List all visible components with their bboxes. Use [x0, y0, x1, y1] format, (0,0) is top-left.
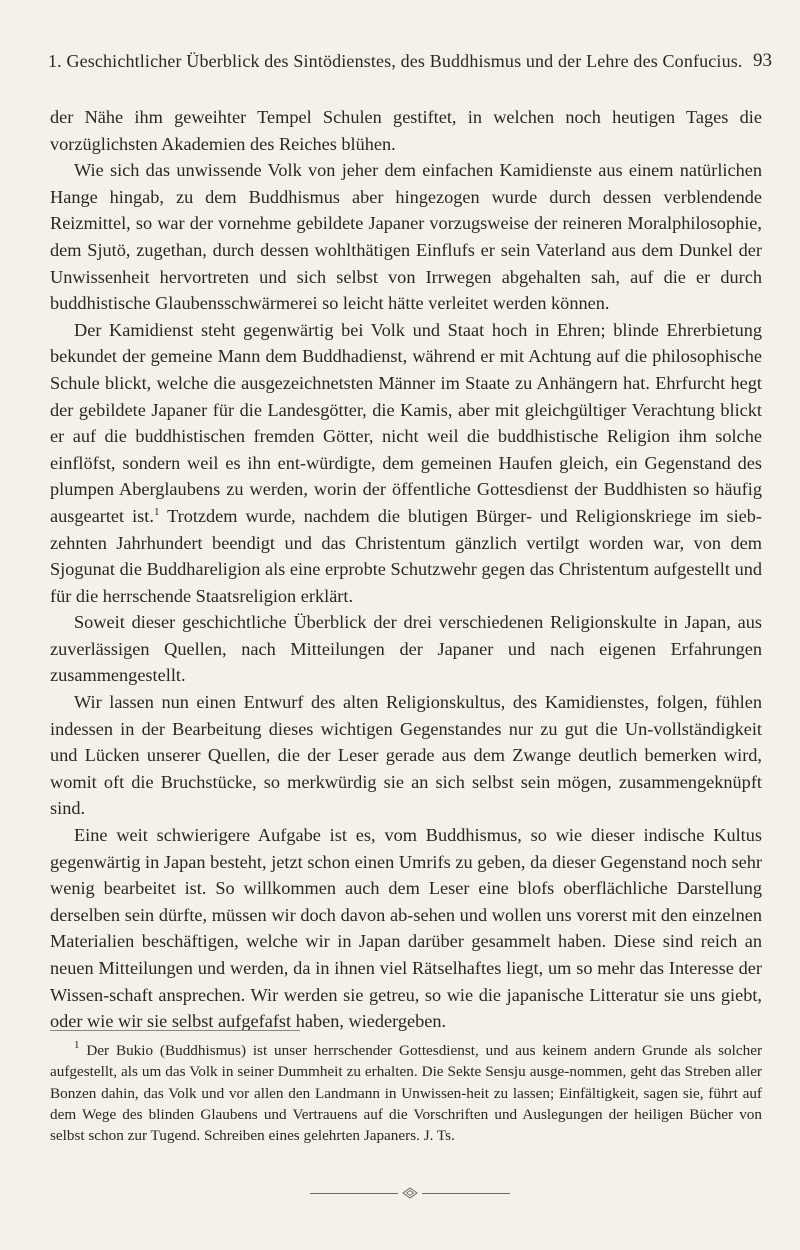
- ornament-rule-left: [310, 1193, 398, 1194]
- paragraph: der Nähe ihm geweihter Tempel Schulen gestiftet, in welchen noch heutigen Tages die vorzüglichsten Akademien des Reiches blühen.: [50, 107, 762, 154]
- running-head: 1. Geschichtlicher Überblick des Sintödienstes, des Buddhismus und der Lehre des Confucius.: [48, 51, 743, 71]
- footnotes: [50, 1040, 762, 1146]
- footnote: [50, 1040, 762, 1146]
- footnote-text: Der Bukio (Buddhismus) ist unser herrschender Gottesdienst, und aus keinem andern Grunde als solcher aufgestellt, als um das Volk in seiner Dummheit zu erhalten. Die Sekte Sensju ausge-nommen, geht das Streben aller Bonzen dahin, das Volk und vor allen den Landmann in Unwissen-heit zu lassen; Einfältigkeit, sagen sie, führt auf dem Wege des blinden Glaubens und Vertrauens auf die Vorschriften und Auslegungen der heiligen Bücher von selbst schon zur Tugend. Schreiben eines gelehrten Japaners. J. Ts.: [50, 1042, 762, 1145]
- paragraph-text: Trotzdem wurde, nachdem die blutigen Bürger- und Religionskriege im sieb-zehnten Jahrhundert beendigt und das Christentum gänzlich vertilgt worden war, von dem Sjogunat die Buddhareligion als eine erprobte Schutzwehr gegen das Christentum aufgestellt und für die herrschende Staatsreligion erklärt.: [50, 505, 763, 606]
- paragraph: Soweit dieser geschichtliche Überblick der drei verschiedenen Religionskulte in Japan, aus zuverlässigen Quellen, nach Mitteilungen der Japaner und nach eigenen Erfahrungen zusammengestellt.: [50, 612, 762, 686]
- end-ornament: [310, 1186, 510, 1200]
- footnote-divider: [50, 1030, 300, 1031]
- footnote-marker: 1: [74, 1039, 80, 1051]
- diamond-ornament-icon: [401, 1187, 419, 1199]
- paragraph: Eine weit schwierigere Aufgabe ist es, vom Buddhismus, so wie dieser indische Kultus gegenwärtig in Japan besteht, jetzt schon einen Umrifs zu geben, da dieser Gegenstand noch sehr wenig bearbeitet ist. So willkommen auch dem Leser eine blofs oberflächliche Darstellung derselben sein dürfte, müssen wir doch davon ab-sehen und wollen uns vorerst mit den einzelnen Materialien beschäftigen, welche wir in Japan darüber gesammelt haben. Diese sind reich an neuen Mitteilungen und werden, da in ihnen viel Rätselhaftes liegt, um so mehr das Interesse der Wissen-schaft ansprechen. Wir werden sie getreu, so wie die japanische Litteratur sie uns giebt, oder wie wir sie selbst aufgefafst haben, wiedergeben.: [50, 825, 762, 1032]
- ornament-rule-right: [422, 1193, 510, 1194]
- footnote-reference[interactable]: 1: [153, 505, 160, 518]
- paragraph: Wie sich das unwissende Volk von jeher dem einfachen Kamidienste aus einem natürlichen Hange hingab, zu dem Buddhismus aber hingezogen wurde durch dessen verblendende Reizmittel, so war der vornehme gebildete Japaner vorzugsweise der reineren Moralphilosophie, dem Sjutö, zugethan, durch dessen wohlthätigen Einflufs er sein Vaterland aus dem Dunkel der Unwissenheit hervortreten und sich selbst von Irrwegen abgehalten sah, auf die er durch buddhistische Glaubensschwärmerei so leicht hätte verleitet werden können.: [50, 160, 762, 314]
- page-number: 93: [753, 50, 772, 71]
- body-text: [50, 104, 762, 1035]
- paragraph: Wir lassen nun einen Entwurf des alten Religionskultus, des Kamidienstes, folgen, fühlen indessen in der Bearbeitung dieses wichtigen Gegenstandes nur zu gut die Un-vollständigkeit und Lücken unserer Quellen, die der Leser gerade aus dem Zwange deutlich bemerken wird, womit oft die Bruchstücke, so merkwürdig sie an sich selbst sein mögen, zusammengeknüpft sind.: [50, 692, 762, 819]
- paragraph: [50, 317, 762, 610]
- paragraph-text: Der Kamidienst steht gegenwärtig bei Volk und Staat hoch in Ehren; blinde Ehrerbietung bekundet der gemeine Mann dem Buddhadienst, während er mit Achtung auf die philosophische Schule blickt, welche die ausgezeichnetsten Männer im Staate zu Anhängern hat. Ehrfurcht hegt der gebildete Japaner für die Landesgötter, die Kamis, aber mit gleichgültiger Verachtung blickt er auf die buddhistischen fremden Götter, nicht weil die buddhistische Religion ihm solche einflöfst, sondern weil es ihn ent-würdigte, dem gemeinen Haufen gleich, ein Gegenstand des plumpen Aberglaubens zu werden, worin der öffentliche Gottesdienst der Buddhisten so häufig ausgeartet ist.: [50, 319, 762, 526]
